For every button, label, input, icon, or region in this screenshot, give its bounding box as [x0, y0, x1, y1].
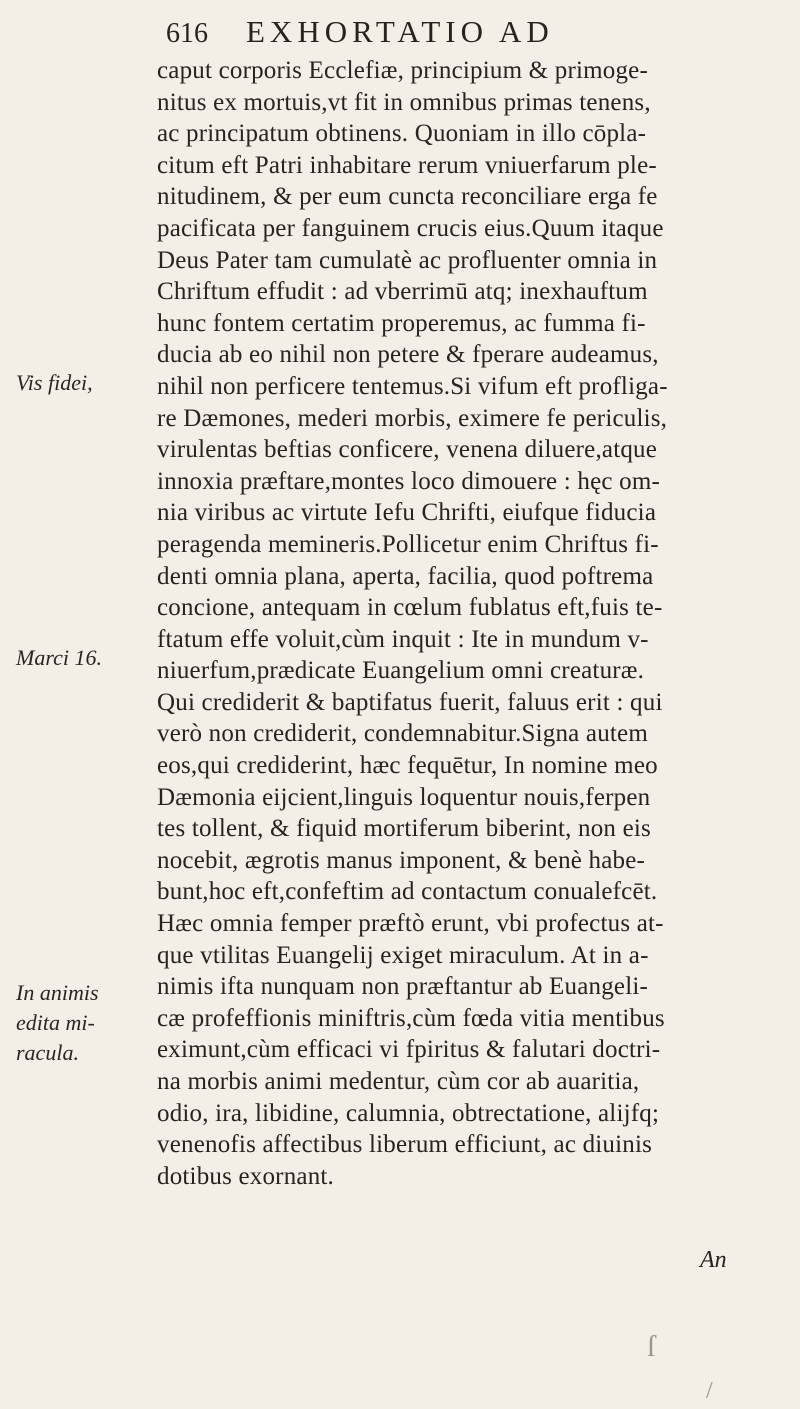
margin-note-line: racula.	[16, 1040, 79, 1065]
text-line: niuerfum,prædicate Euangelium omni creaturæ.	[157, 657, 645, 685]
text-line: ducia ab eo nihil non petere & fperare audeamus,	[157, 341, 659, 369]
text-line: peragenda memineris.Pollicetur enim Chriftus fi-	[157, 530, 659, 558]
text-line: eos,qui crediderint, hæc fequētur, In nomine meo	[157, 752, 658, 780]
margin-note-in-animis	[16, 978, 99, 1068]
text-line: cæ profeffionis miniftris,cùm fœda vitia mentibus	[157, 1004, 665, 1032]
page-number: 616	[166, 18, 208, 49]
text-line: ac principatum obtinens. Quoniam in illo cōpla-	[157, 120, 647, 148]
text-line: nitudinem, & per eum cuncta reconciliare erga fe	[157, 183, 658, 211]
text-line: Chriftum effudit : ad vberrimū atq; inexhauftum	[157, 278, 648, 306]
text-line: pacificata per fanguinem crucis eius.Quum itaque	[157, 214, 664, 242]
text-line: eximunt,cùm efficaci vi fpiritus & falutari doctri-	[157, 1036, 661, 1064]
text-line: que vtilitas Euangelij exiget miraculum. At in a-	[157, 941, 649, 969]
text-line: nocebit, ægrotis manus imponent, & benè habe-	[157, 846, 646, 874]
text-line: caput corporis Ecclefiæ, principium & primoge-	[157, 57, 648, 84]
text-line: nia viribus ac virtute Iefu Chrifti, eiufque fiducia	[157, 499, 657, 527]
text-line: re Dæmones, mederi morbis, eximere fe periculis,	[157, 404, 668, 432]
text-line: Qui crediderit & baptifatus fuerit, faluus erit : qui	[157, 688, 663, 716]
margin-note-line: edita mi-	[16, 1010, 95, 1035]
text-line: venenofis affectibus liberum efficiunt, ac diuinis	[157, 1131, 653, 1159]
catchword: An	[700, 1247, 727, 1273]
text-line: na morbis animi medentur, cùm cor ab auaritia,	[157, 1068, 640, 1095]
text-line: nitus ex mortuis,vt fit in omnibus primas tenens,	[157, 88, 651, 116]
text-line: citum eft Patri inhabitare rerum vniuerfarum ple-	[157, 151, 657, 179]
main-text	[157, 55, 777, 1192]
text-line: Dæmonia eijcient,linguis loquentur nouis,ferpen	[157, 783, 651, 811]
text-line: odio, ira, libidine, calumnia, obtrectatione, alijfq;	[157, 1099, 660, 1127]
text-line: dotibus exornant.	[157, 1162, 334, 1190]
text-line: tes tollent, & fiquid mortiferum biberint, non eis	[157, 815, 651, 843]
stray-ink-mark: /	[706, 1378, 713, 1404]
text-line: concione, antequam in cœlum fublatus eft,fuis te-	[157, 594, 663, 622]
stray-ink-mark: ſ	[647, 1330, 656, 1363]
text-line: Deus Pater tam cumulatè ac profluenter omnia in	[157, 246, 658, 274]
margin-note-line: In animis	[16, 980, 99, 1005]
text-line: hunc fontem certatim properemus, ac fumma fi-	[157, 309, 646, 337]
text-line: ftatum effe voluit,cùm inquit : Ite in mundum v-	[157, 625, 649, 653]
text-line: nimis ifta nunquam non præftantur ab Euangeli-	[157, 973, 649, 1001]
text-line: verò non crediderit, condemnabitur.Signa autem	[157, 720, 648, 748]
running-title: EXHORTATIO AD	[246, 14, 554, 49]
text-line: denti omnia plana, aperta, facilia, quod poftrema	[157, 562, 654, 590]
text-line: nihil non perficere tentemus.Si vifum eft profliga-	[157, 372, 668, 400]
margin-note-vis-fidei: Vis fidei,	[16, 370, 93, 395]
page-header	[166, 14, 760, 50]
text-line: bunt,hoc eft,confeftim ad contactum conualefcēt.	[157, 878, 658, 906]
margin-note-marci: Marci 16.	[16, 645, 102, 670]
text-line: Hæc omnia femper præftò erunt, vbi profectus at-	[157, 910, 664, 938]
text-line: virulentas beftias conficere, venena diluere,atque	[157, 436, 658, 464]
text-line: innoxia præftare,montes loco dimouere : hęc om-	[157, 467, 661, 495]
